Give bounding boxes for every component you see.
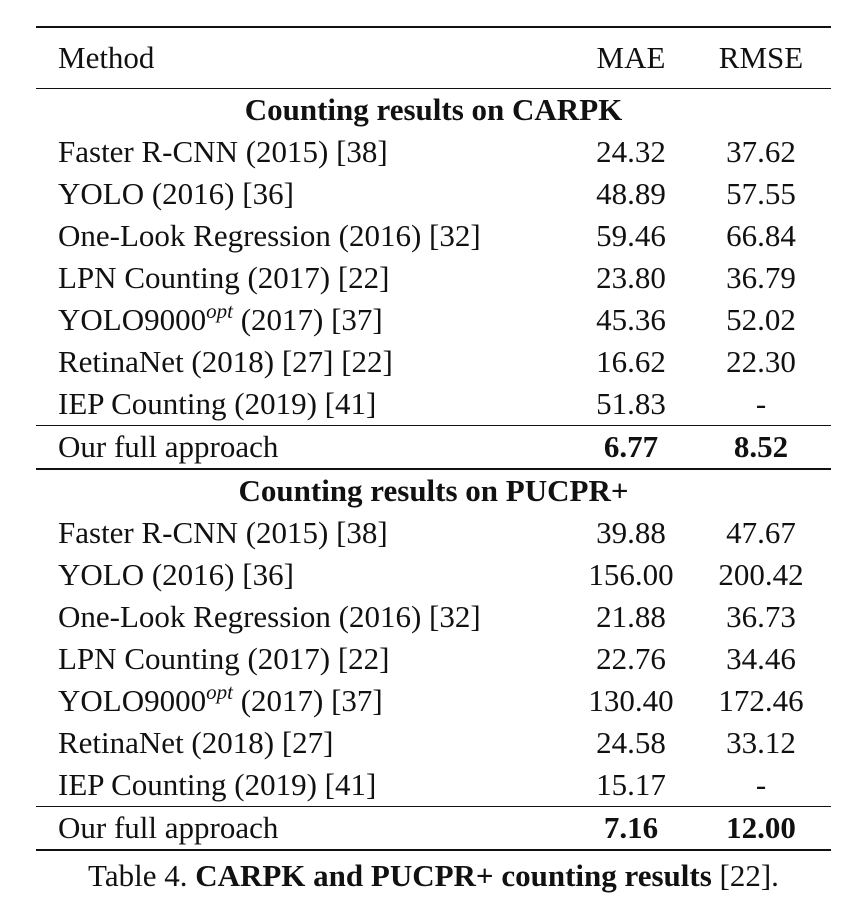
header-mae: MAE: [571, 27, 691, 89]
method-cell: One-Look Regression (2016) [32]: [58, 218, 481, 253]
method-name-prefix: YOLO9000: [58, 683, 207, 718]
rmse-cell: 47.67: [726, 515, 796, 550]
mae-cell: 130.40: [588, 683, 674, 718]
table-row: [36, 215, 831, 257]
method-name-suffix: (2017) [37]: [232, 302, 383, 337]
table-row: [36, 131, 831, 173]
rmse-cell: 200.42: [718, 557, 804, 592]
method-name-suffix: (2017) [37]: [232, 683, 383, 718]
rmse-cell: 66.84: [726, 218, 796, 253]
header-rmse: RMSE: [691, 27, 831, 89]
table-row: [36, 680, 831, 722]
table-row: [36, 341, 831, 383]
mae-cell-best: 7.16: [571, 807, 691, 851]
section-title-text: Counting results on PUCPR+: [36, 469, 831, 512]
method-cell: One-Look Regression (2016) [32]: [58, 599, 481, 634]
rmse-cell: 52.02: [726, 302, 796, 337]
table-row-ours: [36, 807, 831, 851]
table-row: [36, 554, 831, 596]
method-cell: RetinaNet (2018) [27]: [58, 725, 334, 760]
caption-bold-text: CARPK and PUCPR+ counting results: [195, 858, 712, 893]
table-row: [36, 173, 831, 215]
header-method: Method: [36, 27, 571, 89]
rmse-cell-best: 12.00: [691, 807, 831, 851]
rmse-cell: -: [755, 386, 767, 421]
method-cell: Faster R-CNN (2015) [38]: [58, 515, 388, 550]
method-name-superscript: opt: [206, 680, 233, 704]
mae-cell: 51.83: [596, 386, 666, 421]
rmse-cell-best: 8.52: [691, 426, 831, 470]
method-cell: [36, 299, 571, 341]
mae-cell: 39.88: [596, 515, 666, 550]
method-cell: YOLO (2016) [36]: [58, 557, 294, 592]
mae-cell: 22.76: [596, 641, 666, 676]
rmse-cell: 37.62: [726, 134, 796, 169]
table-row: [36, 722, 831, 764]
mae-cell: 16.62: [596, 344, 666, 379]
mae-cell-best: 6.77: [571, 426, 691, 470]
rmse-cell: 57.55: [726, 176, 796, 211]
mae-cell: 45.36: [596, 302, 666, 337]
section-title-pucpr: [36, 469, 831, 512]
table-row: [36, 257, 831, 299]
section-title-text: Counting results on CARPK: [36, 89, 831, 132]
method-name-superscript: opt: [206, 299, 233, 323]
method-cell: Faster R-CNN (2015) [38]: [58, 134, 388, 169]
results-table-container: [36, 26, 831, 851]
rmse-cell: 172.46: [718, 683, 804, 718]
mae-cell: 24.58: [596, 725, 666, 760]
table-row-ours: [36, 426, 831, 470]
caption-suffix: [22].: [711, 858, 779, 893]
table-row: [36, 299, 831, 341]
mae-cell: 23.80: [596, 260, 666, 295]
mae-cell: 48.89: [596, 176, 666, 211]
rmse-cell: 34.46: [726, 641, 796, 676]
rmse-cell: -: [755, 767, 767, 802]
rmse-cell: 22.30: [726, 344, 796, 379]
rmse-cell: 36.79: [726, 260, 796, 295]
method-cell: LPN Counting (2017) [22]: [58, 641, 390, 676]
table-row: [36, 596, 831, 638]
mae-cell: 156.00: [588, 557, 674, 592]
table-row: [36, 638, 831, 680]
mae-cell: 24.32: [596, 134, 666, 169]
method-cell: [36, 680, 571, 722]
method-cell: Our full approach: [36, 426, 571, 470]
table-caption: [36, 852, 831, 900]
results-table: [36, 26, 831, 851]
method-cell: YOLO (2016) [36]: [58, 176, 294, 211]
method-cell: LPN Counting (2017) [22]: [58, 260, 390, 295]
mae-cell: 59.46: [596, 218, 666, 253]
caption-prefix: Table 4.: [88, 858, 196, 893]
rmse-cell: 36.73: [726, 599, 796, 634]
table-row: [36, 512, 831, 554]
method-cell: IEP Counting (2019) [41]: [58, 767, 377, 802]
method-name-prefix: YOLO9000: [58, 302, 207, 337]
mae-cell: 21.88: [596, 599, 666, 634]
mae-cell: 15.17: [596, 767, 666, 802]
method-cell: RetinaNet (2018) [27] [22]: [58, 344, 393, 379]
rmse-cell: 33.12: [726, 725, 796, 760]
table-row: [36, 764, 831, 807]
method-cell: Our full approach: [36, 807, 571, 851]
section-title-carpk: [36, 89, 831, 132]
table-row: [36, 383, 831, 426]
method-cell: IEP Counting (2019) [41]: [58, 386, 377, 421]
table-header-row: [36, 27, 831, 89]
